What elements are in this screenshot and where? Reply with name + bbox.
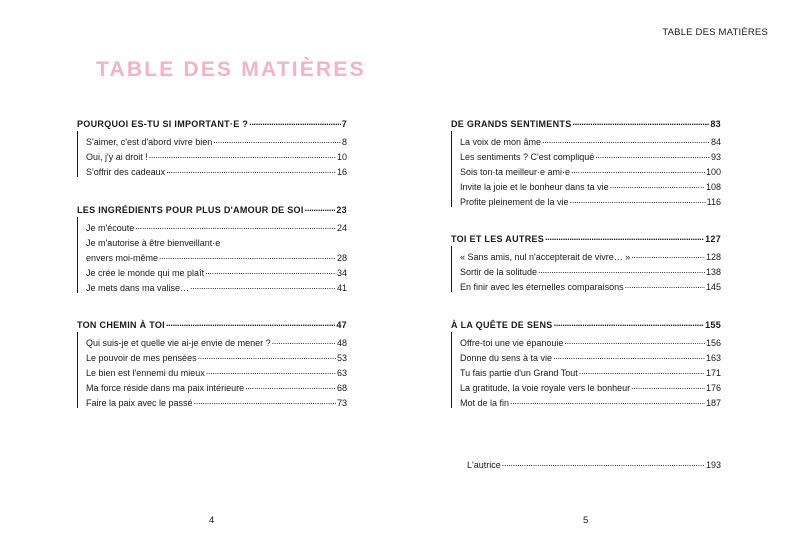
toc-entry[interactable] [452,177,721,192]
entry-label: Je m'écoute [86,223,135,233]
section-heading[interactable] [77,115,347,129]
page-title: TABLE DES MATIÈRES [96,58,366,81]
toc-entry[interactable] [78,147,347,162]
running-head: TABLE DES MATIÈRES [662,27,768,38]
section-heading[interactable] [451,230,721,244]
toc-section-5 [451,230,721,292]
toc-entry[interactable] [78,263,347,278]
section-heading[interactable] [451,316,721,330]
section-heading[interactable] [77,201,347,215]
toc-entry[interactable] [452,393,721,408]
entry-label: Je m'autorise à être bienveillant·e [86,238,221,248]
toc-entry[interactable] [452,348,721,363]
toc-entry[interactable] [452,333,721,348]
section-entries [77,332,347,408]
section-entries [451,246,721,292]
dot-leader [631,251,705,260]
entry-page-number: 10 [336,152,347,162]
entry-page-number: 53 [336,353,347,363]
dot-leader [149,151,336,160]
toc-entry[interactable] [452,162,721,177]
dot-leader [194,397,336,406]
section-entries [77,131,347,177]
entry-page-number: 171 [705,368,721,378]
entry-page-number: 63 [336,368,347,378]
toc-entry[interactable] [78,248,347,263]
dot-leader [510,397,705,406]
entry-label: Je mets dans ma valise… [86,283,190,293]
toc-section-4 [451,115,721,207]
entry-page-number: 100 [705,167,721,177]
entry-page-number: 34 [336,268,347,278]
dot-leader [166,166,336,175]
entry-label: LES INGRÉDIENTS POUR PLUS D'AMOUR DE SOI [77,205,304,215]
entry-label: Donne du sens à ta vie [460,353,553,363]
dot-leader [206,367,336,376]
dot-leader [502,459,705,468]
entry-label: POURQUOI ES-TU SI IMPORTANT·E ? [77,119,249,129]
entry-page-number: 108 [705,182,721,192]
entry-page-number: 193 [705,460,721,470]
toc-entry[interactable] [452,378,721,393]
section-heading[interactable] [451,115,721,129]
dot-leader [625,281,705,290]
dot-leader [571,166,705,175]
entry-page-number: 187 [705,398,721,408]
dot-leader [249,118,341,127]
entry-page-number: 47 [336,320,347,330]
entry-page-number: 176 [705,383,721,393]
dot-leader [213,136,341,145]
toc-entry[interactable] [78,393,347,408]
dot-leader [554,319,704,328]
toc-entry[interactable] [78,378,347,393]
entry-label: Sois ton·ta meilleur·e ami·e [460,167,571,177]
entry-label: La voix de mon âme [460,137,542,147]
entry-page-number: 23 [336,205,347,215]
entry-page-number: 83 [710,119,721,129]
entry-page-number: 28 [336,253,347,263]
dot-leader [545,233,704,242]
entry-label: En finir avec les éternelles comparaisons [460,282,624,292]
entry-label: Mot de la fin [460,398,510,408]
toc-entry[interactable] [78,348,347,363]
entry-page-number: 116 [706,197,721,207]
dot-leader [570,196,706,205]
right-page [400,0,800,560]
dot-leader [610,181,705,190]
entry-page-number: 84 [710,137,721,147]
entry-page-number: 73 [336,398,347,408]
dot-leader [198,352,336,361]
page-number: 4 [209,515,215,526]
dot-leader [538,266,705,275]
toc-entry[interactable] [452,262,721,277]
entry-page-number: 48 [336,338,347,348]
toc-section-3 [77,316,347,408]
dot-leader [564,337,705,346]
dot-leader [631,382,705,391]
entry-page-number: 24 [336,223,347,233]
entry-label: envers moi-même [86,253,159,263]
toc-entry[interactable] [452,147,721,162]
entry-label: S'offrir des cadeaux [86,167,166,177]
entry-label: Faire la paix avec le passé [86,398,193,408]
dot-leader [166,319,335,328]
entry-page-number: 7 [341,119,347,129]
entry-label: Qui suis-je et quelle vie ai-je envie de mener ? [86,338,271,348]
entry-label: Les sentiments ? C'est compliqué [460,152,595,162]
dot-leader [205,267,336,276]
entry-label: À LA QUÊTE DE SENS [451,320,553,330]
entry-label: Ma force réside dans ma paix intérieure [86,383,245,393]
section-heading[interactable] [77,316,347,330]
entry-page-number: 93 [710,152,721,162]
dot-leader [573,118,710,127]
entry-page-number: 156 [705,338,721,348]
entry-label: La gratitude, la voie royale vers le bonheur [460,383,631,393]
toc-entry[interactable] [452,363,721,378]
entry-page-number: 145 [705,282,721,292]
toc-entry[interactable] [452,247,721,262]
entry-label: Invite la joie et le bonheur dans ta vie [460,182,609,192]
dot-leader [245,382,336,391]
entry-page-number: 138 [705,267,721,277]
dot-leader [542,136,710,145]
toc-section-1 [77,115,347,177]
entry-label: TOI ET LES AUTRES [451,234,545,244]
section-entries [77,217,347,293]
dot-leader [272,337,336,346]
dot-leader [159,252,336,261]
dot-leader [190,282,336,291]
entry-label: Le bien est l'ennemi du mieux [86,368,205,378]
entry-label: TON CHEMIN À TOI [77,320,165,330]
entry-label: Offre-toi une vie épanouie [460,338,564,348]
entry-label: DE GRANDS SENTIMENTS [451,119,572,129]
toc-final-entry [459,455,721,470]
toc-entry[interactable] [78,218,347,233]
toc-entry[interactable] [78,162,347,177]
toc-entry[interactable] [452,277,721,292]
section-entries [451,332,721,408]
toc-entry[interactable] [452,192,721,207]
entry-page-number: 127 [705,234,721,244]
toc-entry[interactable] [459,455,721,470]
entry-page-number: 16 [336,167,347,177]
entry-label: Profite pleinement de la vie [460,197,569,207]
toc-entry[interactable] [78,132,347,147]
entry-page-number: 8 [341,137,347,147]
toc-section-2 [77,201,347,293]
toc-entry[interactable] [78,363,347,378]
entry-label: Je crée le monde qui me plaît [86,268,205,278]
toc-entry[interactable] [78,333,347,348]
toc-section-6 [451,316,721,408]
entry-label: « Sans amis, nul n'accepterait de vivre… » [460,252,631,262]
entry-label: Tu fais partie d'un Grand Tout [460,368,578,378]
entry-label: Le pouvoir de mes pensées [86,353,197,363]
entry-page-number: 41 [336,283,347,293]
entry-label: L'autrice [467,460,501,470]
dot-leader [553,352,705,361]
section-entries [451,131,721,207]
entry-label: Oui, j'y ai droit ! [86,152,148,162]
dot-leader [579,367,705,376]
entry-label: Sortir de la solitude [460,267,538,277]
toc-entry[interactable] [78,278,347,293]
entry-page-number: 68 [336,383,347,393]
dot-leader [305,204,336,213]
dot-leader [595,151,710,160]
entry-page-number: 155 [705,320,721,330]
page-number: 5 [583,515,589,526]
entry-label: S'aimer, c'est d'abord vivre bien [86,137,213,147]
entry-page-number: 128 [705,252,721,262]
toc-entry[interactable] [78,233,347,248]
toc-entry[interactable] [452,132,721,147]
dot-leader [135,222,336,231]
entry-page-number: 163 [705,353,721,363]
